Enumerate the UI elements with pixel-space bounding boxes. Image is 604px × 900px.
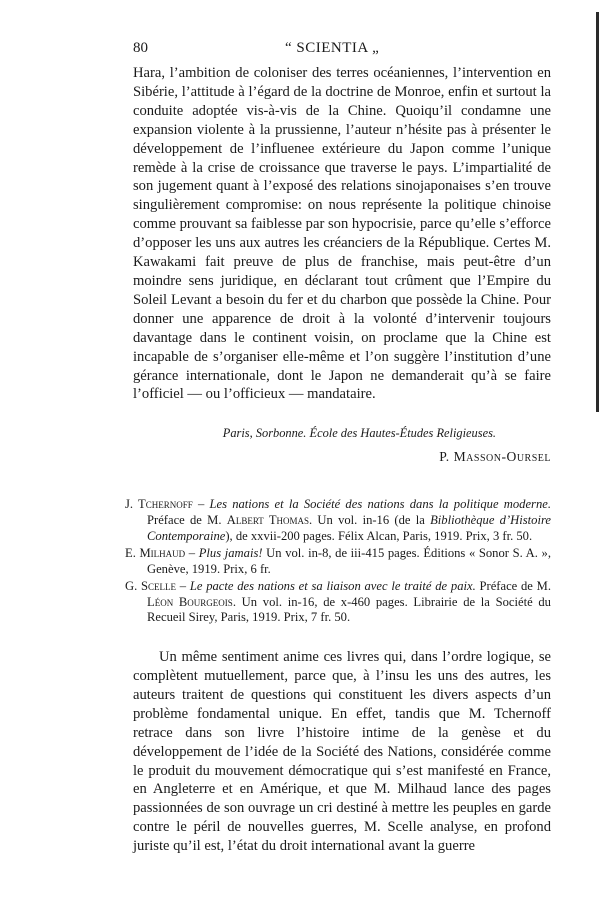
entry-separator: – xyxy=(176,579,190,594)
entry-separator: – xyxy=(192,497,210,512)
entry-text: ), de xxvii-200 pages. Félix Alcan, Paris, 1919. Prix, 3 fr. 50. xyxy=(225,528,533,543)
review-paragraph: Hara, l’ambition de coloniser des terres océaniennes, l’intervention en Sibérie, l’attitude à l’égard de la doctrine de Monroe, enfin et surtout la conduite adoptée vis-à-vis de la Chine. Quoiqu’il condamne une expansion violente à la prussienne, l’auteur n’hésite pas à présenter le développement de l’influenee extérieure du Japon comme l’unique remède à la crise de croissance que traverse le pays. L’impartialité de son jugement quant à l’exposé des relations sinojaponaises s’en trouve singulièrement compromise: on nous représente la politique chinoise comme prouvant sa faiblesse par son hypocrisie, parce qu’elle s’efforce d’opposer les uns aux autres les créanciers de la République. Certes M. Kawakami fait preuve de plus de franchise, mais peut-être d’un moindre sens juridique, en déclarant tout crûment que l’Empire du Soleil Levant a besoin du fer et du charbon que possède la Chine. Pour donner une apparence de droit à la volonté d’intervenir toujours davantage dans le continent voisin, on proclame que la Chine est incapable de s’organiser elle-même et l’on suggère l’institution d’une gérance internationale, dont le Japon ne demanderait qu’à se faire l’officiel — ou l’officieux — mandataire. xyxy=(133,65,551,403)
entry-text: Préface de M. xyxy=(475,579,552,594)
entry-author: E. Milhaud xyxy=(125,546,186,561)
bibliography-entry xyxy=(125,546,551,577)
page-edge-line xyxy=(596,12,599,412)
signature-place: Paris, Sorbonne. École des Hautes-Études Religieuses. xyxy=(222,426,496,441)
review-paragraph: Un même sentiment anime ces livres qui, dans l’ordre logique, se complètent mutuellement, parce que, à l’insu les uns des autres, les auteurs traitent de questions qui constituent les divers aspects d’un problème fondamental unique. En effet, tandis que M. Tchernoff retrace dans son livre l’histoire intime de la genèse et du développement de l’idée de la Société des Nations, considérée comme le produit du mouvement démocratique qui s’est manifesté en France, en Angleterre et en Amérique, et que M. Milhaud lance des pages passionnées de son ouvrage un cri destiné à mettre les peuples en garde contre le péril de nouvelles guerres, M. Scelle analyse, en profond juriste qu’il est, l’état du droit international avant la guerre xyxy=(133,649,551,855)
entry-series: Bibliothèque d’Histoire Contemporaine xyxy=(147,512,551,543)
entry-text: Préface de M. xyxy=(147,512,227,527)
entry-separator: – xyxy=(185,546,199,561)
entry-author: J. Tchernoff xyxy=(125,497,193,512)
page-number: 80 xyxy=(133,40,148,56)
book-page xyxy=(125,40,552,856)
entry-author: G. Scelle xyxy=(125,579,177,594)
bibliography-list xyxy=(125,497,551,626)
entry-preface-author: Léon Bourgeois xyxy=(147,594,233,609)
entry-text: Un vol. in-8, de iii-415 pages. Éditions « Sonor S. A. », Genève, 1919. Prix, 6 fr. xyxy=(147,546,551,576)
entry-title: Plus jamais! xyxy=(198,546,263,561)
signature-author: P. Masson-Oursel xyxy=(439,449,551,465)
bibliography-entry xyxy=(125,579,551,626)
page-header xyxy=(133,40,551,64)
entry-text: . Un vol. in-16 (de la xyxy=(309,512,431,527)
entry-text: . Un vol. in-16, de x-460 pages. Librairie de la Société du Recueil Sirey, Paris, 1919. Prix, 7 fr. 50. xyxy=(147,594,551,625)
bibliography-entry xyxy=(125,497,551,544)
entry-preface-author: Albert Thomas xyxy=(226,512,310,527)
entry-title: Les nations et la Société des nations dans la politique moderne. xyxy=(209,497,551,512)
running-title: “ SCIENTIA „ xyxy=(285,40,380,56)
entry-title: Le pacte des nations et sa liaison avec le traité de paix. xyxy=(189,579,476,594)
